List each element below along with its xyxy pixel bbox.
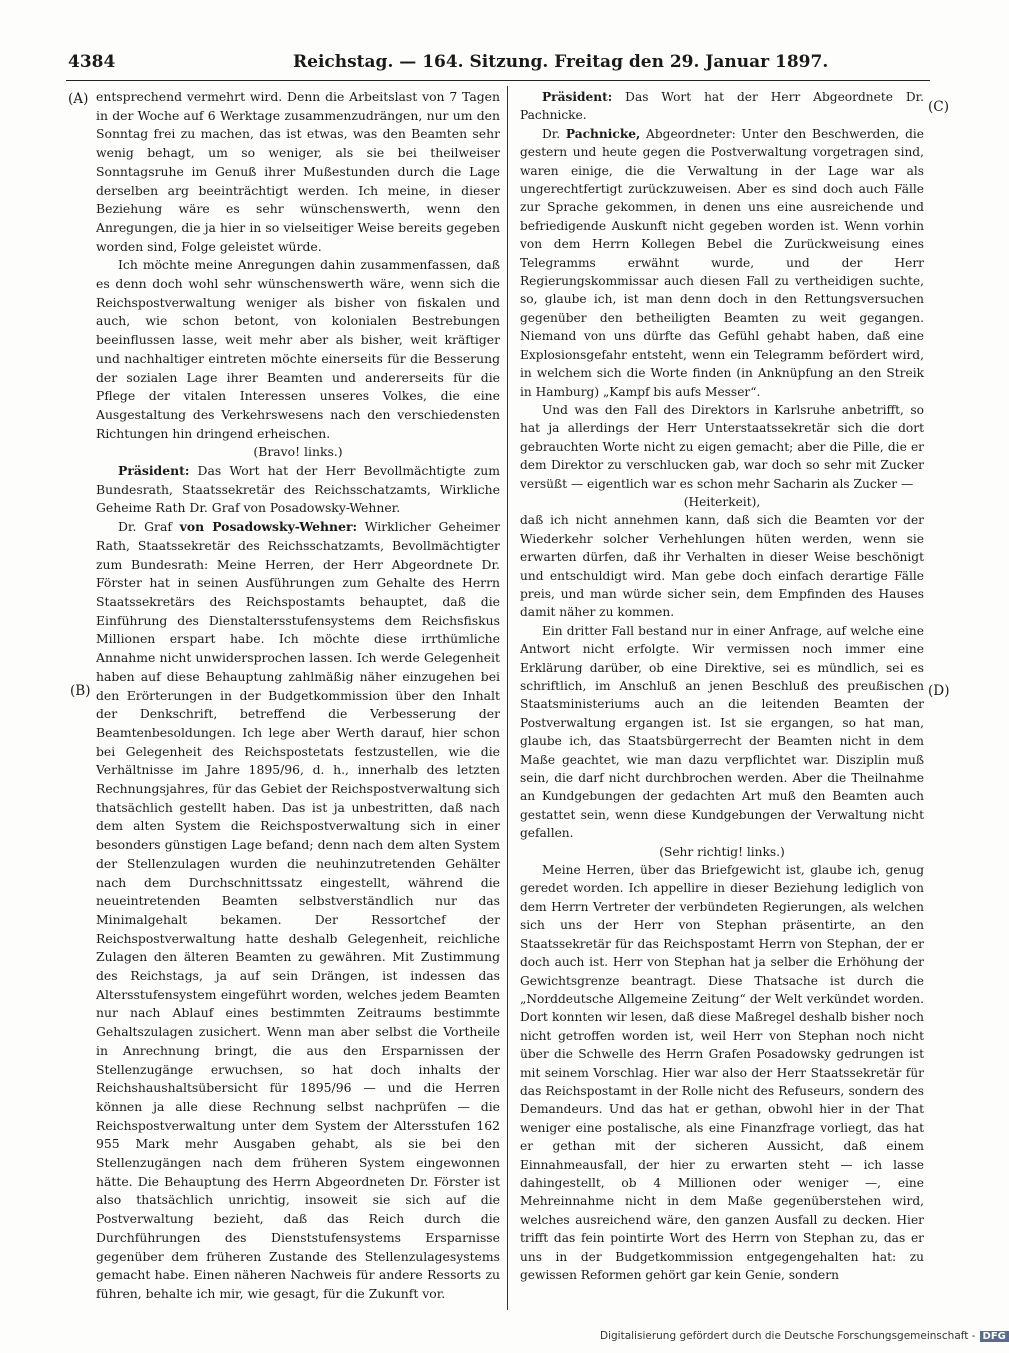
interjection: (Bravo! links.) (253, 444, 343, 460)
paragraph: Ich möchte meine Anregungen dahin zusammenfassen, daß es denn doch wohl sehr wünschenswerth wäre, wenn sich die Reichspostverwaltung weniger als bisher von fiskalen und auch, wie schon betont, von kolonialen Bestrebungen beeinflussen lasse, weit mehr aber als bisher, weit kräftiger und nachhaltiger eintreten möchte einerseits für die Besserung der sozialen Lage ihrer Beamten und andererseits für die Pflege der vitalen Interessen unseres Volkes, die eine Ausgestaltung des Verkehrswesens nach den verschiedensten Richtungen hin dringend erheischen. (96, 257, 500, 441)
speech-text: Wirklicher Geheimer Rath, Staatssekretär des Reichsschatzamts, Bevollmächtigter zum Bundesrath: Meine Herren, der Herr Abgeordnete Dr. Förster hat in seinen Ausführungen zum Gehalte des Herrn Staatssekretärs des Reichspostamts behauptet, daß die Einführung des Dienstaltersstufensystems dem Reichsfiskus Millionen erspart habe. Ich möchte diese irrthümliche Annahme nicht unwidersprochen lassen. Ich werde Gelegenheit haben auf diese Behauptung zahlmäßig näher einzugehen bei den Erörterungen in der Budgetkommission über den Inhalt der Denkschrift, betreffend die Verbesserung der Beamtenbesoldungen. Ich lege aber Werth darauf, hier schon bei Gelegenheit des Reichspostetats festzustellen, wie die Verhältnisse im Jahre 1895/96, d. h., innerhalb des letzten Rechnungsjahres, für das Gebiet der Reichspostverwaltung sich thatsächlich gestellt haben. Das ist ja unbestritten, daß nach dem alten System die Reichspostverwaltung sich in einer besonders günstigen Lage befand; denn nach dem alten System der Stellenzulagen wurden die neuhinzutretenden Gehälter nach dem Durchschnittssatz eingestellt, während die neueintretenden Beamten selbstverständlich nur das Minimalgehalt bekamen. Der Ressortchef der Reichspostverwaltung hatte deshalb Gelegenheit, reichliche Zulagen den älteren Beamten zu gewähren. Mit Zustimmung des Reichstags, ja auf sein Drängen, ist indessen das Altersstufensystem eingeführt worden, welches jedem Beamten nur nach Ablauf eines bestimmten Zeitraums bestimmte Gehaltszulagen zusichert. Wenn man aber selbst die Vortheile in Anrechnung bringt, die aus den Ersparnissen der Stellenzugänge erwuchsen, so hat doch inhalts der Reichshaushaltsübersicht für 1895/96 — und die Herren können ja alle diese Rechnung selbst nachprüfen — die Reichspostverwaltung unter dem System der Altersstufen 162 955 Mark mehr Ausgaben gehabt, als sie bei den Stellenzugängen nach dem früheren System eingewonnen hätte. Die Behauptung des Herrn Abgeordneten Dr. Förster ist also thatsächlich unrichtig, insoweit sie sich auf die Postverwaltung bezieht, daß das Reich durch die Durchführungen des Dienststufensystems Ersparnisse gegenüber dem früheren Zustande des Stellenzulagesystems gemacht habe. Einen näheren Nachweis für andere Ressorts zu führen, behalte ich mir, wie gesagt, für die Zukunft vor. (96, 519, 500, 1301)
footer-credit (600, 1330, 1009, 1342)
paragraph: Meine Herren, über das Briefgewicht ist, glaube ich, genug geredet worden. Ich appellire in dieser Beziehung lediglich von dem Herrn Vertreter der verbündeten Regierungen, als welchen sich uns der Herr von Stephan präsentirte, an den Staatssekretär für das Reichspostamt Herrn von Stephan, der er doch auch ist. Herr von Stephan hat ja selber die Erhöhung der Gewichtsgrenze beantragt. Diese Thatsache ist durch die „Norddeutsche Allgemeine Zeitung“ der Welt verkündet worden. Dort konnten wir lesen, daß diese Maßregel deshalb bisher noch nicht getroffen worden ist, weil Herr von Stephan noch nicht über die Schwelle des Herrn Grafen Posadowsky gedrungen ist mit seinem Vorschlag. Hier war also der Herr Staatssekretär für das Reichspostamt in der Rolle nicht des Refuseurs, sondern des Demandeurs. Und das hat er gethan, obwohl hier in der That weniger eine postalische, als eine Finanzfrage vorliegt, das hat er gethan mit der sicheren Aussicht, daß einem Einnahmeausfall, der hier zu erwarten steht — ich lasse dahingestellt, ob 4 Millionen oder weniger —, eine Mehreinnahme nicht in dem Maße gegenüberstehen wird, welches ausreichend wäre, den ganzen Ausfall zu decken. Hier trifft das fein pointirte Wort des Herrn von Stephan zu, das er uns in der Budgetkommission entgegengehalten hat: zu gewissen Reformen gehört gar kein Genie, sondern (520, 863, 924, 1282)
speech-text: Das Wort hat der Herr Abgeordnete Dr. Pachnicke. (520, 90, 924, 123)
paragraph (96, 518, 500, 1304)
interjection: (Sehr richtig! links.) (659, 844, 785, 859)
speaker-name: von Posadowsky-Wehner: (179, 519, 358, 535)
speech-text: Das Wort hat der Herr Bevollmächtigte zum Bundesrath, Staatssekretär des Reichsschatzamts, Wirkliche Geheime Rath Dr. Graf von Posadowsky-Wehner. (96, 463, 500, 516)
paragraph: Ein dritter Fall bestand nur in einer Anfrage, auf welche eine Antwort nicht erfolgte. Wir vermissen noch immer eine Erklärung darüber, ob eine Direktive, sei es mündlich, sei es schriftlich, im Anschluß an jenen Beschluß des preußischen Staatsministeriums auch an die leitenden Beamten der Postverwaltung ergangen ist. Ist sie ergangen, so hat man, glaube ich, das Staatsbürgerrecht der Beamten nicht in dem Maße geachtet, wie man dazu verpflichtet war. Disziplin muß sein, die darf nicht durchbrochen werden. Aber die Theilnahme an Kundgebungen der gedachten Art muß den Beamten auch gestattet sein, wenn diese Kundgebungen der Verwaltung nicht gefallen. (520, 623, 924, 841)
margin-marker-c: (C) (928, 99, 950, 115)
column-divider (507, 86, 508, 1310)
dfg-logo: DFG (980, 1331, 1009, 1342)
paragraph (96, 462, 500, 518)
paragraph (520, 125, 924, 401)
speech-text: Abgeordneter: Unter den Beschwerden, die gestern und heute gegen die Postverwaltung vorgetragen sind, waren einige, die die Verwaltung in der Lage war als ungerechtfertigt zurückzuweisen. Aber es sind doch auch Fälle zur Sprache gekommen, in denen uns eine ausreichende und befriedigende Auskunft nicht gegeben worden ist. Wenn vorhin von dem Herrn Kollegen Bebel die Zurückweisung eines Telegramms erwähnt wurde, und der Herr Regierungskommissar auch diesen Fall zu vertheidigen suchte, so, glaube ich, ist man denn doch in den Rettungsversuchen gegenüber den betheiligten Beamten zu weit gegangen. Niemand von uns dürfte das Gefühl gehabt haben, daß eine Explosionsgefahr entsteht, wenn ein Telegramm befördert wird, in welchem sich die Worte finden (in Anknüpfung an den Streik in Hamburg) „Kampf bis aufs Messer“. (520, 126, 924, 399)
page-title: Reichstag. — 164. Sitzung. Freitag den 29. Januar 1897. (293, 52, 829, 72)
paragraph (520, 88, 924, 125)
paragraph: daß ich nicht annehmen kann, daß sich die Beamten vor der Wiederkehr solcher Verhehlungen hüten werden, wenn sie erwarten dürfen, daß ihr Verhalten in dieser Weise beschönigt und entschuldigt wird. Man gebe doch einfach derartige Fälle preis, und man würde sicher sein, dem Empfinden des Hauses damit näher zu kommen. (520, 513, 924, 620)
paragraph: entsprechend vermehrt wird. Denn die Arbeitslast von 7 Tagen in der Woche auf 6 Werktage zusammenzudrängen, nur um den Sonntag frei zu machen, das ist etwas, was den Beamten sehr wenig behagt, um so weniger, als sie bei theilweiser Sonntagsruhe im Genuß ihrer Mußestunden durch die Lage derselben arg beeinträchtigt werden. Ich meine, in dieser Beziehung wäre es sehr wünschenswerth, wenn den Anregungen, die ja hier in so vielseitiger Weise bereits gegeben worden sind, Folge geleistet würde. (96, 89, 500, 254)
speaker-title: Dr. (542, 126, 566, 141)
header-rule (66, 80, 930, 81)
right-column (520, 88, 924, 1284)
speaker-name: Präsident: (118, 463, 190, 479)
interjection: (Heiterkeit), (683, 494, 761, 509)
page-number: 4384 (68, 52, 116, 72)
margin-marker-d: (D) (928, 683, 950, 699)
speaker-name: Präsident: (542, 90, 613, 104)
left-column (96, 88, 500, 1304)
margin-marker-b: (B) (70, 683, 91, 699)
footer-text: Digitalisierung gefördert durch die Deutsche Forschungsgemeinschaft - (600, 1330, 976, 1342)
speaker-name: Pachnicke, (565, 126, 641, 141)
speaker-title: Dr. Graf (118, 519, 180, 535)
margin-marker-a: (A) (68, 91, 89, 107)
paragraph: Und was den Fall des Direktors in Karlsruhe anbetrifft, so hat ja allerdings der Herr Unterstaatssekretär sich die dort gebrauchten Worte nicht zu eigen gemacht; aber die Pille, die er dem Direktor zu verschlucken gab, war doch so sehr mit Zucker versüßt — eigentlich war es schon mehr Sacharin als Zucker — (520, 402, 924, 491)
page-header (68, 52, 928, 78)
